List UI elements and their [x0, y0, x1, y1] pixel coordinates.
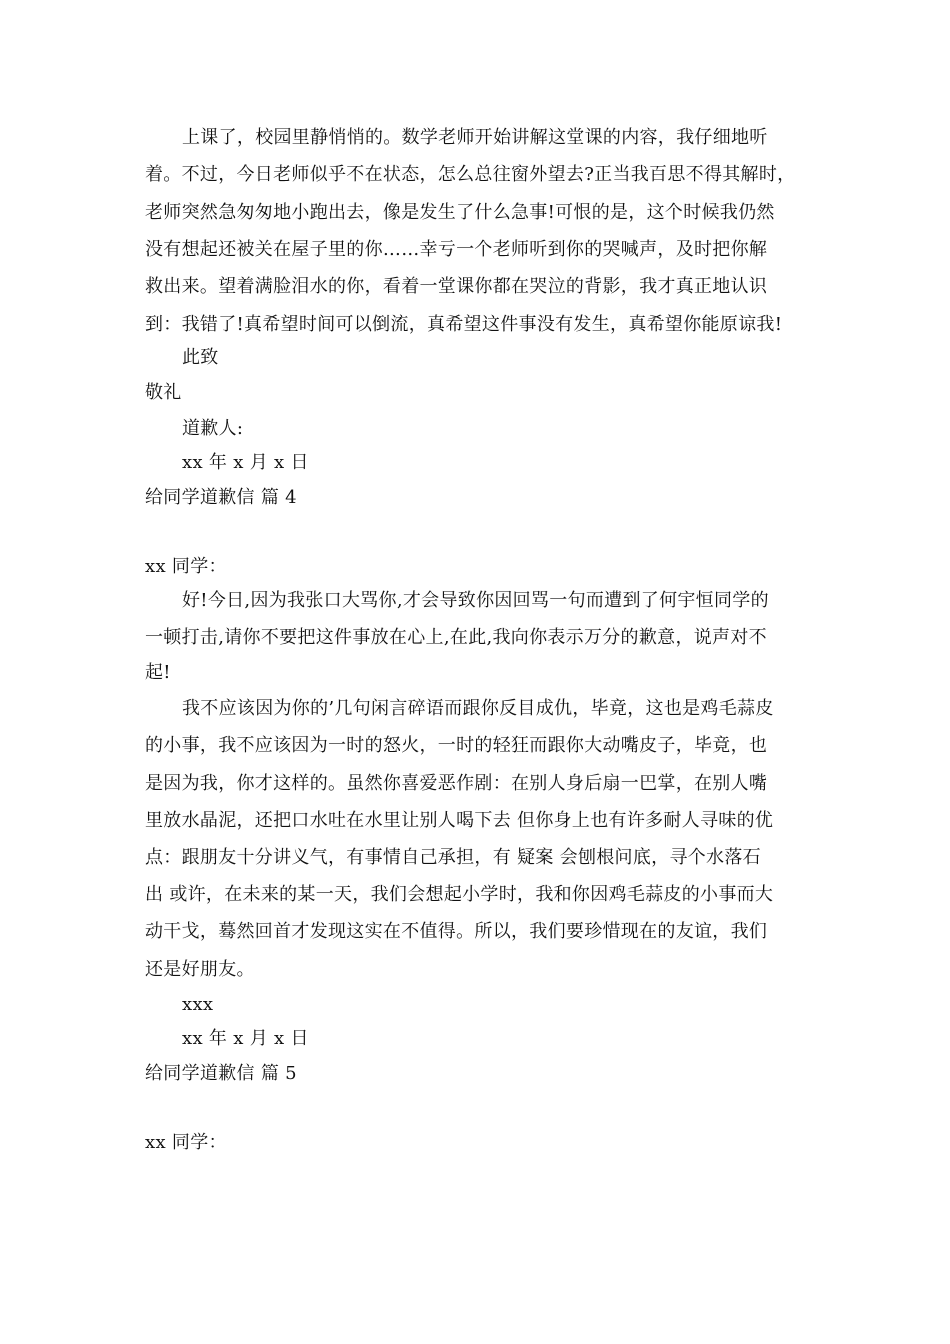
paragraph-line: 好!今日,因为我张口大骂你,才会导致你因回骂一句而遭到了何宇恒同学的	[182, 590, 769, 611]
section-heading: 给同学道歉信 篇 5	[145, 1063, 297, 1084]
closing-ci-zhi: 此致	[182, 347, 219, 368]
paragraph-line: 动干戈，蓦然回首才发现这实在不值得。所以，我们要珍惜现在的友谊，我们	[145, 921, 768, 942]
paragraph-line: 的小事，我不应该因为一时的怒火，一时的轻狂而跟你大动嘴皮子，毕竟，也	[145, 735, 768, 756]
paragraph-line: 没有想起还被关在屋子里的你……幸亏一个老师听到你的哭喊声，及时把你解	[145, 239, 768, 260]
paragraph-line: 出 或许，在未来的某一天，我们会想起小学时，我和你因鸡毛蒜皮的小事而大	[145, 884, 774, 905]
salutation: xx 同学：	[145, 1132, 227, 1153]
paragraph-line: 老师突然急匆匆地小跑出去，像是发生了什么急事!可恨的是，这个时候我仍然	[145, 202, 775, 223]
paragraph-line: 里放水晶泥，还把口水吐在水里让别人喝下去 但你身上也有许多耐人寻味的优	[145, 810, 774, 831]
paragraph-line: 点：跟朋友十分讲义气，有事情自己承担，有 疑案 会刨根问底，寻个水落石	[145, 847, 761, 868]
paragraph-line: 一顿打击,请你不要把这件事放在心上,在此,我向你表示万分的歉意，说声对不	[145, 627, 767, 648]
paragraph-line: 我不应该因为你的’几句闲言碎语而跟你反目成仇，毕竟，这也是鸡毛蒜皮	[182, 698, 774, 719]
closing-jing-li: 敬礼	[145, 382, 182, 403]
salutation: xx 同学：	[145, 556, 227, 577]
paragraph-line: 上课了，校园里静悄悄的。数学老师开始讲解这堂课的内容，我仔细地听	[182, 127, 768, 148]
letter-date: xx 年 x 月 x 日	[182, 1028, 309, 1049]
paragraph-line: 救出来。望着满脸泪水的你，看着一堂课你都在哭泣的背影，我才真正地认识	[145, 276, 768, 297]
paragraph-line: 起!	[145, 662, 171, 683]
paragraph-line: 着。不过，今日老师似乎不在状态，怎么总往窗外望去?正当我百思不得其解时，	[145, 164, 796, 185]
signature-name: xxx	[182, 994, 214, 1015]
section-heading: 给同学道歉信 篇 4	[145, 487, 297, 508]
paragraph-line: 到：我错了!真希望时间可以倒流，真希望这件事没有发生，真希望你能原谅我!	[145, 314, 783, 335]
signature-label: 道歉人:	[182, 418, 244, 439]
paragraph-line: 还是好朋友。	[145, 959, 255, 980]
paragraph-line: 是因为我，你才这样的。虽然你喜爱恶作剧：在别人身后扇一巴掌，在别人嘴	[145, 773, 768, 794]
letter-date: xx 年 x 月 x 日	[182, 452, 309, 473]
